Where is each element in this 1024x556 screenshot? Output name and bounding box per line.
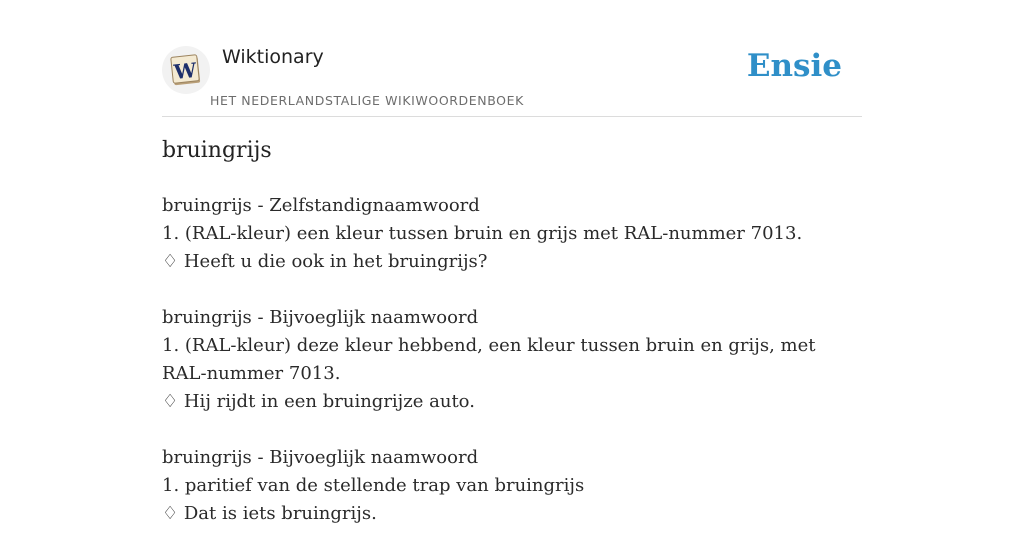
site-header	[162, 44, 862, 117]
entry-heading: bruingrijs - Bijvoeglijk naamwoord	[162, 447, 479, 468]
entry	[162, 192, 852, 276]
entry-heading: bruingrijs - Zelfstandignaamwoord	[162, 195, 480, 216]
entry-definition: 1. paritief van de stellende trap van bruingrijs	[162, 475, 585, 496]
entry-example: ♢ Dat is iets bruingrijs.	[162, 503, 377, 524]
entry-definition: 1. (RAL-kleur) deze kleur hebbend, een kleur tussen bruin en grijs, met RAL-nummer 7013.	[162, 335, 816, 384]
entry-example: ♢ Hij rijdt in een bruingrijze auto.	[162, 391, 475, 412]
entry-heading: bruingrijs - Bijvoeglijk naamwoord	[162, 307, 479, 328]
site-name[interactable]: Wiktionary	[222, 46, 324, 68]
ensie-brand-logo[interactable]: Ensie	[746, 48, 842, 84]
entry-definition: 1. (RAL-kleur) een kleur tussen bruin en grijs met RAL-nummer 7013.	[162, 223, 803, 244]
logo-letter: W	[172, 57, 198, 85]
entry-example: ♢ Heeft u die ook in het bruingrijs?	[162, 251, 488, 272]
wiktionary-logo[interactable]	[162, 46, 210, 94]
entries-list	[162, 192, 852, 556]
wiktionary-tile-icon	[168, 52, 204, 88]
site-subtitle: HET NEDERLANDSTALIGE WIKIWOORDENBOEK	[210, 93, 524, 108]
entry	[162, 444, 852, 528]
page-title: bruingrijs	[162, 138, 272, 163]
entry	[162, 304, 852, 416]
